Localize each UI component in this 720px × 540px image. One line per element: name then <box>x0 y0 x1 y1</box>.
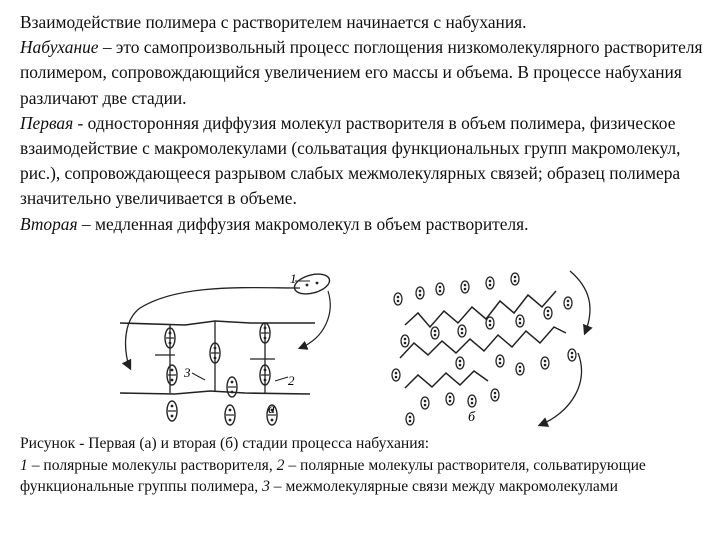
term-second: Вторая <box>20 213 78 234</box>
caption-num-1: 1 <box>20 456 28 474</box>
panel-a <box>120 271 332 425</box>
diffusion-arrow-b-top <box>570 271 590 333</box>
paragraph-swelling-definition <box>20 35 710 111</box>
main-text <box>20 10 710 237</box>
diffusion-arrow-a <box>126 288 300 368</box>
paragraph-second-stage <box>20 212 710 237</box>
caption-text-1: – полярные молекулы растворителя, <box>27 456 277 474</box>
second-stage-text: – медленная диффузия макромолекул в объем растворителя. <box>77 213 529 234</box>
caption-num-3: 3 <box>262 478 270 495</box>
macromolecule-chain-2 <box>400 327 566 358</box>
first-stage-text: - односторонняя диффузия молекул растворителя в объем полимера, физическое взаимодействие с макромолекулами (сольватация функциональных групп макромолекул, рис.), сопровождающееся разрывом слабых межмолекулярных связей; образец полимера значительно увеличивается в объеме. <box>20 112 681 209</box>
swelling-stages-figure <box>100 263 620 435</box>
solvent-molecules-b <box>392 273 576 425</box>
caption-legend <box>20 455 710 498</box>
macromolecule-chain-1 <box>405 291 556 327</box>
polymer-chain-bottom <box>120 391 310 394</box>
paragraph-intro: Взаимодействие полимера с растворителем начинается с набухания. <box>20 12 527 32</box>
caption-text-2: – полярные молекулы растворителя, сольватирующие функциональные группы полимера, <box>20 456 646 495</box>
return-arrow-a <box>300 291 330 348</box>
term-swelling: Набухание <box>20 37 99 58</box>
panel-a-label: а <box>268 402 275 417</box>
term-first: Первая <box>20 112 74 133</box>
paragraph-first-stage <box>20 111 710 212</box>
label-2: 2 <box>288 373 295 388</box>
caption-num-2: 2 <box>276 456 285 474</box>
figure-caption <box>20 433 710 498</box>
caption-title: Рисунок - Первая (а) и вторая (б) стадии процесса набухания: <box>20 435 430 452</box>
caption-text-3: – межмолекулярные связи между макромолекулами <box>269 478 618 495</box>
polymer-chain-top <box>120 321 315 325</box>
label-3: 3 <box>184 365 191 380</box>
swelling-diagram <box>100 263 620 435</box>
panel-b-label: б <box>468 410 476 425</box>
diffusion-arrow-b-bottom <box>540 353 582 425</box>
macromolecule-chain-3 <box>405 371 488 388</box>
swelling-definition-text: – это самопроизвольный процесс поглощения низкомолекулярного растворителя полимером, сопровождающийся увеличением его массы и объема. В процессе набухания различают две стадии. <box>20 37 703 108</box>
panel-b <box>392 271 590 425</box>
label-1: 1 <box>290 271 297 286</box>
solvent-molecule-1 <box>292 271 331 298</box>
